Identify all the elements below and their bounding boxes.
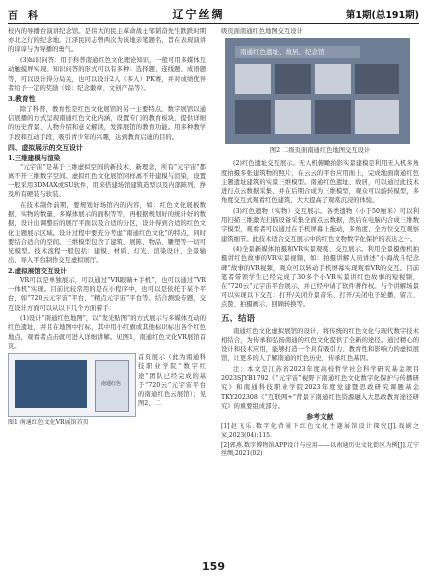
subsection-heading: 2.虚拟展馆交互设计 <box>8 266 67 275</box>
phone-label: 南通红色 <box>101 381 122 388</box>
map-banner: 南通红色遗址、故居、纪念馆 <box>235 46 360 58</box>
paragraph: 南通红色文化虚拟展馆的设计，将传统的红色文化与现代数字技术相结合，为传承和弘扬南通的红色文化提供了全新的途径。通过精心的设计和技术应用，能够打造一个具有吸引力、教育性和影响力的虚拟展馆，让更多的人了解南通的红色历史，传承红色基因。 <box>221 327 419 363</box>
figure-1 <box>8 353 206 426</box>
header-section-label: 百科 <box>8 10 48 22</box>
references-heading: 参考文献 <box>306 412 334 421</box>
map-tile <box>275 64 311 94</box>
reference-item: [1]赵飞乐.数字化背景下红色文化主题展馆设计探究[J].戏剧之家,2023(04):115. <box>221 422 419 439</box>
reference-item: [2]郭燕.数字博物馆APP设计与应用——以南通历史文化街区为例[J].辽宁丝绸,2021(02) <box>221 441 419 458</box>
paragraph: (1)设计“南通红色地图”，以“发光贴图”的方式展示与多媒体互动的红色遗址，并且在地图中打标，其中用小红旗或其他标识标出各个红色地点，观看者点击就可进入详细讲解。见图1，南通红色文化VR展馆首页。 <box>8 315 206 350</box>
map-tile <box>235 100 271 134</box>
figure-side-text: 首页展示（此为南通科技职业学院“数字红途”团队已经完成的基于“720云“元宇宙平台的南通红色云展馆）；见图2，二 <box>138 354 206 408</box>
page-number: 159 <box>202 560 225 573</box>
section-heading: 四、虚拟展示的交互设计 <box>8 143 83 152</box>
vr-hall-screenshot <box>15 360 87 408</box>
figure-2-image <box>225 38 410 144</box>
funding-note: 注：本文是江苏省2023年度高校哲学社会科学研究基金项目2023SJYB1792《“元宇宙”视野下南通红色文化数字化保护与传播研究》和南通科技职业学院2023年度党建暨思政研究课题基金TKY202308《“互联网+”背景下南通红色资源融入大思政教育途径研究》的重要组成部分。 <box>221 365 419 410</box>
map-tile <box>235 64 271 94</box>
map-tile <box>315 64 351 94</box>
left-column <box>8 27 206 426</box>
figure-1-caption: 图1 南通红色文化VR展馆首页 <box>8 419 89 427</box>
map-tile <box>355 100 399 134</box>
section-heading: 五、结语 <box>221 313 256 324</box>
map-tile <box>275 100 311 134</box>
references-list <box>221 423 419 459</box>
paragraph: 除了科普，教育性是红色文化展馆的另一主要特点。数字展馆以通信展播的方式呈现南通红色文化内涵，设置专门的教育板块，提供详细的历史背景、人物介绍和意义解读，发挥展馆的教育功能。用多种教学手段和互动手段，吸引青少年的兴趣，达到教育启迪的目的。 <box>8 105 206 141</box>
paragraph: (3)红色遗物（实物）交互展示。各类遗物（小于50厘米）可以利用扫描三维激光扫描设备采集全面点云数据，然后在电脑内合成三维数字模型，观看者可以通过在手机屏幕上拖动，多角度、全方位交互观察建筑细节。此技术适合交互展示中的红色文物数字化保护的表达之一。 <box>221 207 419 243</box>
paragraph: 在技术制作前期，要规划好场馆内的内容，如：红色文化展板数据、实物的数量、多媒体展示的面积等等，再根据规划好的统计好的数据，设计出调整后的展厅平面以及合适的分区，设计得到合适的红色文化主题展示区域。设计过程中要充分考虑“南通红色文化”的特点，同时要结合适合的空间。三维模型包含了建筑、展陈、物品、雕塑等一切可见模型。技术流程一般包括：建模、材质、灯光、渲染设计、全景输出、导入平台制作交互虚拟展厅。 <box>8 202 206 265</box>
header-rule <box>8 23 419 24</box>
map-tile <box>355 64 399 94</box>
paragraph: (2)红色遗址交互展示。无人机俯瞰拍影实景建模是利用无人机多角度拍摄多张建筑物的照片，在云云的平台应用面上，完成地面南通红色主题遗址建筑的实景三维模型。南通红色遗址、故居，可以通过此技术进行点云数据采集，并在后期合成为三维模型，观众可以旋转模型，多角度交互式观看红色建筑，大大提高了观赏沉浸的体验。 <box>221 160 419 205</box>
issue-label: 第1期(总191期) <box>345 10 419 21</box>
paragraph: (3)hi识问答：用于科普南通红色文化理论知识，一般可用多媒体互动触摸屏实现。知识问答的形式可以有多种：选择题、连线题、成语题等，可以设计得分局关，也可以设计2人（多人）PK赛，并对成绩优异者给予一定的奖励（如：纪念徽章、文创产品等）。 <box>8 57 206 92</box>
subsection-heading: 3.教育性 <box>8 94 36 103</box>
paragraph: “元宇宙”是基于三维虚拟空间的新技术、新理念，所有“元宇宙”都离不开三维数字空间。虚拟红色文化展馆同样离不开建模与渲染，设置一般采用3DMAX或SU软件，用来搭建场馆建筑造型以及内部陈列、挣及所有硬装与软装。 <box>8 163 206 199</box>
paragraph: 级页面南通红色地图交互设计 <box>221 28 303 35</box>
right-column <box>221 27 419 460</box>
figure-1-image <box>8 353 136 417</box>
journal-title: 辽宁丝绸 <box>172 8 225 21</box>
paragraph: (4)全景新媒体拍摄和VR实景观赏、交互展示。利用全景摄像机拍摄讲红色故事的VR实景视频，如：拍摄讲解人员讲述“小海战斗纪念碑”故事的VR视频，观众可以转动手机屏幕实现观看VR的交互。目前笔者带领学生已经完成了30多个小VR实景讲红色故事的短视频，在“720云“元宇宙平台展示，并已经申请了软件著作权。与个讲解场景可以实现以下交互：打开/关闭介景音乐、打开/关闭电子轮播、留言、点赞、拍摄画示、回顾转换等。 <box>221 246 419 309</box>
map-tile <box>315 100 351 134</box>
paragraph: VR可以是单独展示，可以通过“VR眼睛+手机”，也可以通过“VR一体机”实现。目前比较常用的是在小程序中，也可以是依托于某个平台，如“720云元宇宙”平台、“精点元宇宙”平台等。结合测验专题，交互设计方面可以从以下几个方面着手： <box>8 276 206 312</box>
paragraph: 校内的导播台演讲纪念馆。是伟大的民主革命战士邹韬奋先生跌跌时期亦北之行的纪念地。江泽民同志曾两次为该地亲笔题名，旨在表现演讲的谆谆与为导播的勇气。 <box>8 28 206 54</box>
figure-2-caption: 图2 二级页面南通红色地图交互设计 <box>269 147 371 155</box>
page-header <box>8 6 419 22</box>
subsection-heading: 1.三维建模与渲染 <box>8 153 61 162</box>
